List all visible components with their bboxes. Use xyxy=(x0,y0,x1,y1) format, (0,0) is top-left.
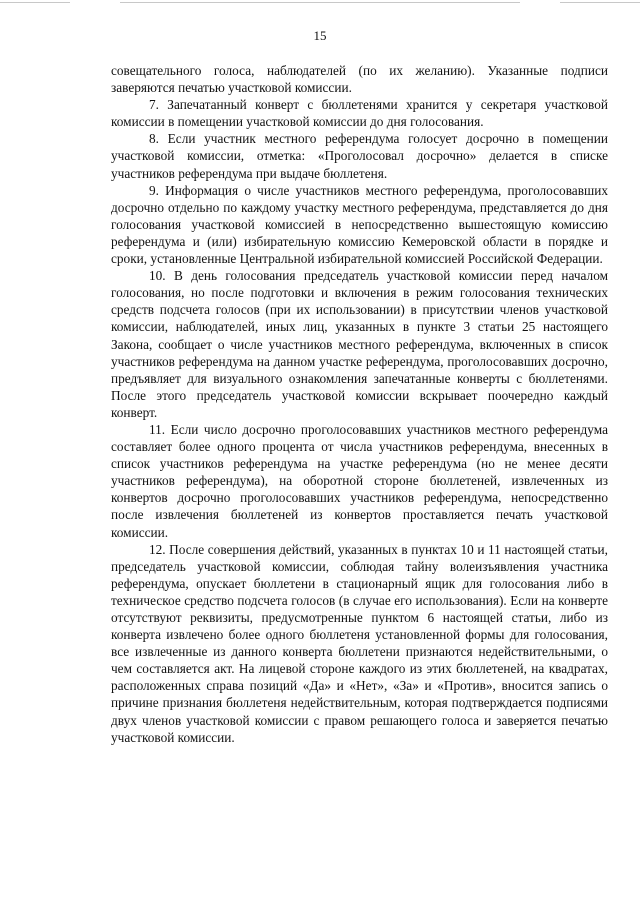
paragraph-item-12: 12. После совершения действий, указанных в пунктах 10 и 11 настоящей статьи, председатель участковой комиссии, соблюдая тайну волеизъявления участника референдума, опускает бюллетени в стационарный ящик для голосования либо в техническое средство подсчета голосов (в случае его использования). Если на конверте отсутствуют реквизиты, предусмотренные пунктом 6 настоящей статьи, либо из конверта извлечено более одного бюллетеня установленной формы для голосования, все извлеченные из данного конверта бюллетени признаются недействительными, о чем составляется акт. На лицевой стороне каждого из этих бюллетеней, на квадратах, расположенных справа позиций «Да» и «Нет», «За» и «Против», вносится запись о причине признания бюллетеня недействительным, которая подтверждается подписями двух членов участковой комиссии с правом решающего голоса и заверяется печатью участковой комиссии. xyxy=(111,541,608,745)
paragraph-item-7: 7. Запечатанный конверт с бюллетенями хранится у секретаря участковой комиссии в помещении участковой комиссии до дня голосования. xyxy=(111,97,608,130)
document-body xyxy=(111,62,608,746)
page-number: 15 xyxy=(313,28,327,43)
scan-edge-line xyxy=(120,2,520,3)
scan-edge-line xyxy=(0,2,70,3)
paragraph-item-11: 11. Если число досрочно проголосовавших участников местного референдума составляет более одного процента от числа участников референдума, внесенных в список участников референдума на участке референдума (но не менее десяти участников референдума), на оборотной стороне бюллетеней, извлеченных из конвертов досрочно проголосовавших участников референдума, непосредственно после извлечения бюллетеней из конвертов проставляется печать участковой комиссии. xyxy=(111,421,608,540)
paragraph-item-8: 8. Если участник местного референдума голосует досрочно в помещении участковой комиссии, отметка: «Проголосовал досрочно» делается в списке участников референдума при выдаче бюллетеня. xyxy=(111,131,608,181)
paragraph-item-10: 10. В день голосования председатель участковой комиссии перед началом голосования, но после подготовки и включения в режим голосования технических средств подсчета голосов (при их использовании) в присутствии членов участковой комиссии, наблюдателей, иных лиц, указанных в пункте 3 статьи 25 настоящего Закона, сообщает о числе участников местного референдума, включенных в список участников референдума на данном участке референдума, проголосовавших досрочно, предъявляет для визуального ознакомления запечатанные конверты с бюллетенями. После этого председатель участковой комиссии вскрывает поочередно каждый конверт. xyxy=(111,268,608,420)
scan-edge-line xyxy=(560,2,640,3)
paragraph-item-9: 9. Информация о числе участников местного референдума, проголосовавших досрочно отдельно по каждому участку местного референдума, представляется до дня голосования участковой комиссией в непосредственно вышестоящую комиссию референдума и (или) избирательную комиссию Кемеровской области в порядке и сроки, установленные Центральной избирательной комиссией Российской Федерации. xyxy=(111,182,608,267)
paragraph-continuation: совещательного голоса, наблюдателей (по их желанию). Указанные подписи заверяются печатью участковой комиссии. xyxy=(111,63,608,96)
